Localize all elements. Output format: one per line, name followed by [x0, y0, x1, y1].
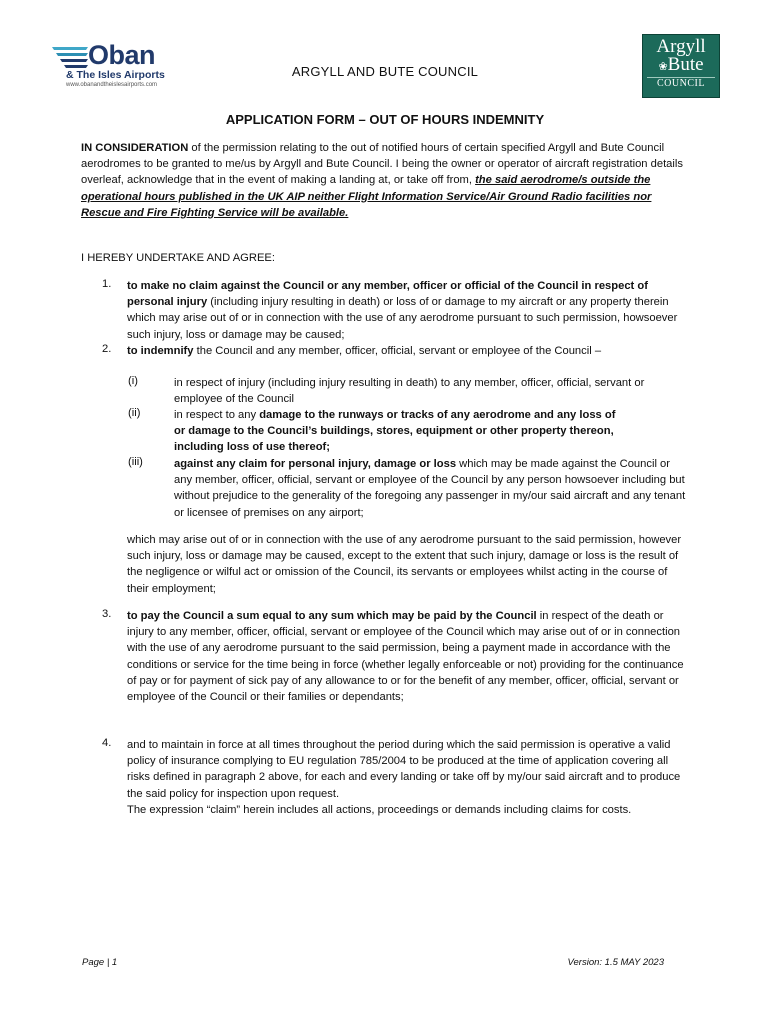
subitem-ii-bold: damage to the runways or tracks of any aerodrome and any loss of or damage to the Council’s buildings, stores, equipment or other property thereon, including loss of use thereof;: [174, 409, 616, 454]
subitem-iii: [174, 456, 689, 521]
undertake-heading: I HEREBY UNDERTAKE AND AGREE:: [81, 252, 275, 264]
item-2-number: 2.: [102, 343, 112, 355]
council-logo-line1: Argyll: [656, 36, 706, 57]
intro-text: of the permission relating to the out of notified hours of certain specified Argyll and Bute Council aerodromes to be granted to me/us by Argyll and Bute Council. I being the owner or operator of aircraft registration details overleaf, acknowledge that in the event of making a landing at, or take off from,: [81, 142, 683, 187]
item-4-number: 4.: [102, 737, 112, 749]
item-4-claim: The expression “claim” herein includes all actions, proceedings or demands including claims for costs.: [127, 803, 632, 816]
thistle-icon: ❀: [658, 61, 668, 73]
item-3-number: 3.: [102, 608, 112, 620]
item-1-text: (including injury resulting in death) or loss of or damage to my aircraft or any property therein which may arise out of or in connection with the use of any aerodrome pursuant to such permission, howsoever such injury, loss or damage may be caused;: [127, 296, 678, 341]
item-3-text: in respect of the death or injury to any member, officer, official, servant or employee of the Council which may arise out of or in connection with the use of any aerodrome pursuant to the said permission, being a payment made in accordance with the conditions or service for the time being in force (whether legally enforceable or not) providing for the continuance of pay or for payment of sick pay of any allowance to or for the benefit of any member, officer, official, servant or employee of the Council or their families or dependants;: [127, 610, 684, 704]
subitem-iii-text: which may be made against the Council or any member, officer, official, servant or employee of the Council by any person howsoever including but without prejudice to the generality of the foregoing any passenger in my/our said aircraft and any tenant or licensee of premises on any airport;: [174, 458, 686, 519]
subitem-ii: [174, 407, 619, 456]
oban-logo-subtitle: & The Isles Airports: [66, 69, 165, 81]
version-label: Version: 1.5 MAY 2023: [567, 957, 664, 968]
subitem-ii-number: (ii): [128, 407, 141, 419]
subitem-iii-number: (iii): [128, 456, 143, 468]
oban-logo-url: www.obanandtheislesairports.com: [66, 82, 158, 88]
intro-emphasis: the said aerodrome/s outside the operational hours published in the UK AIP neither Flight Information Service/Air Ground Radio facilities nor Rescue and Fire Fighting Service will be available.: [81, 174, 652, 219]
item-1-bold: to make no claim against the Council or any member, officer or official of the Council in respect of personal injury: [127, 280, 648, 309]
intro-lead: IN CONSIDERATION: [81, 142, 189, 154]
intro-paragraph: [81, 140, 691, 221]
form-title: APPLICATION FORM – OUT OF HOURS INDEMNITY: [225, 112, 545, 127]
item-3: [127, 608, 687, 705]
which-paragraph: which may arise out of or in connection with the use of any aerodrome pursuant to the said permission, however such injury, loss or damage may be caused, except to the extent that such injury, damage or loss is the result of the negligence or wilful act or omission of the Council, its servants or employees whilst acting in the course of their employment;: [127, 534, 682, 595]
council-logo-line2-text: Bute: [667, 54, 704, 75]
council-heading: ARGYLL AND BUTE COUNCIL: [291, 64, 479, 79]
subitem-i-number: (i): [128, 375, 138, 387]
item-3-bold: to pay the Council a sum equal to any sum which may be paid by the Council: [127, 610, 537, 622]
subitem-iii-bold: against any claim for personal injury, damage or loss: [174, 458, 457, 470]
item-2-bold: to indemnify: [127, 345, 194, 357]
item-1-number: 1.: [102, 278, 112, 290]
council-logo-line3: COUNCIL: [647, 77, 715, 90]
subitem-i: in respect of injury (including injury resulting in death) to any member, officer, official, servant or employee of the Council: [174, 377, 645, 406]
item-2-text: the Council and any member, officer, official, servant or employee of the Council –: [193, 345, 602, 357]
item-4-text: and to maintain in force at all times throughout the period during which the said permission is operative a valid policy of insurance complying to EU regulation 785/2004 to be produced at the time of application covering all risks defined in paragraph 2 above, for each and every landing or take off by my/our said aircraft and to produce the said policy for inspection upon request.: [127, 739, 681, 800]
subitem-ii-pre: in respect to any: [174, 409, 260, 421]
item-4: [127, 737, 687, 818]
page-number: Page | 1: [82, 957, 118, 968]
item-2: [127, 343, 687, 359]
oban-logo-name: Oban: [88, 40, 156, 70]
item-1: [127, 278, 687, 343]
